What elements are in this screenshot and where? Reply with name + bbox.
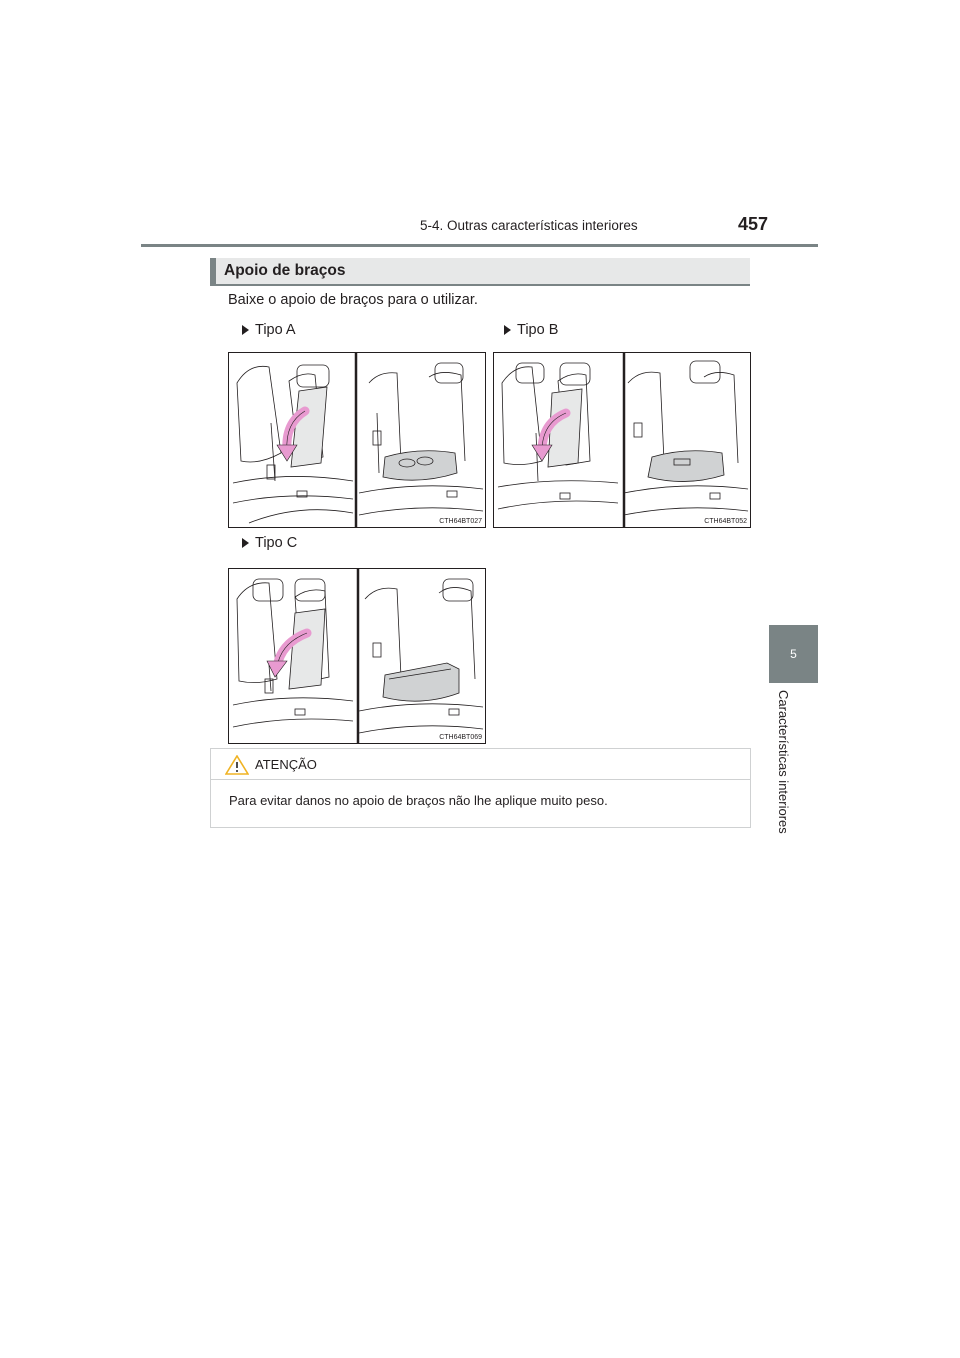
armrest-illustration-type-b [494, 353, 750, 527]
warning-header [211, 749, 750, 780]
chapter-side-label: Características interiores [776, 690, 791, 834]
header-rule [141, 244, 818, 247]
figure-type-a [228, 352, 486, 528]
figure-type-c [228, 568, 486, 744]
page-number: 457 [738, 214, 769, 234]
warning-title: ATENÇÃO [255, 757, 317, 772]
section-title: Apoio de braços [224, 262, 346, 279]
warning-text: Para evitar danos no apoio de braços não lhe aplique muito peso. [229, 793, 608, 808]
warning-box [210, 748, 751, 828]
type-c-label [242, 535, 297, 551]
figure-code-b: CTH64BT052 [704, 518, 747, 525]
armrest-illustration-type-a [229, 353, 485, 527]
chapter-number: 5 [790, 647, 797, 661]
section-intro: Baixe o apoio de braços para o utilizar. [228, 292, 478, 308]
type-c-label-text: Tipo C [255, 535, 298, 551]
type-b-label [504, 322, 558, 338]
section-heading-bar [210, 258, 750, 286]
bullet-triangle-icon [242, 325, 249, 335]
running-header-title: 5-4. Outras características interiores [420, 218, 638, 233]
chapter-tab [769, 625, 818, 683]
bullet-triangle-icon [242, 538, 249, 548]
figure-type-b [493, 352, 751, 528]
figure-code-c: CTH64BT069 [439, 734, 482, 741]
bullet-triangle-icon [504, 325, 511, 335]
armrest-illustration-type-c [229, 569, 485, 743]
figure-code-a: CTH64BT027 [439, 518, 482, 525]
warning-triangle-icon [225, 755, 249, 775]
type-b-label-text: Tipo B [517, 322, 559, 338]
section-heading-marker [210, 258, 216, 284]
type-a-label-text: Tipo A [255, 322, 296, 338]
type-a-label [242, 322, 296, 338]
